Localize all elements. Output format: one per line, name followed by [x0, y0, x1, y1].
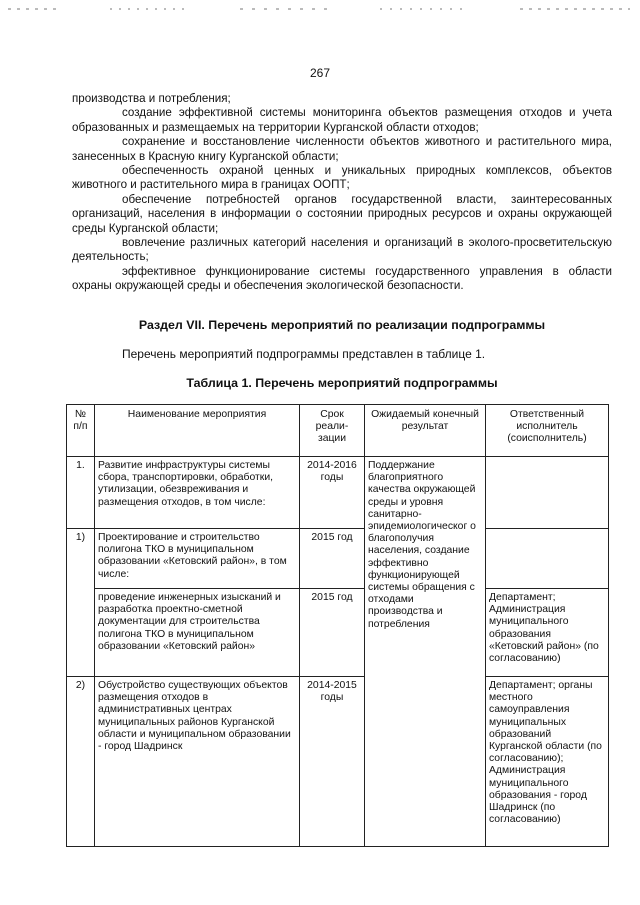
- measures-table: [66, 404, 609, 847]
- paragraph: вовлечение различных категорий населения и организаций в эколого-просветительскую деятельность;: [72, 236, 612, 264]
- cell-term: 2015 год: [300, 529, 365, 589]
- cell-executor: [486, 529, 609, 589]
- cell-name: Развитие инфраструктуры системы сбора, транспортировки, обработки, утилизации, обезвреживания и размещения отходов, в том числе:: [95, 457, 300, 529]
- table-row: [67, 589, 609, 677]
- section-title: Раздел VII. Перечень мероприятий по реализации подпрограммы: [138, 318, 546, 332]
- cell-name: Проектирование и строительство полигона ТКО в муниципальном образовании «Кетовский район», в том числе:: [95, 529, 300, 589]
- table-row: [67, 529, 609, 589]
- paragraph: сохранение и восстановление численности объектов животного и растительного мира, занесенных в Красную книгу Курганской области;: [72, 135, 612, 163]
- paragraph: производства и потребления;: [72, 92, 231, 105]
- scan-edge-marks: [0, 7, 640, 11]
- header-result: Ожидаемый конечный результат: [365, 405, 486, 457]
- cell-term: 2014-2015 годы: [300, 677, 365, 847]
- cell-name: проведение инженерных изысканий и разработка проектно-сметной документации для строительства полигона ТКО в муниципальном образовании «Кетовский район»: [95, 589, 300, 677]
- page-number: 267: [309, 66, 331, 80]
- intro-text: Перечень мероприятий подпрограммы представлен в таблице 1.: [122, 347, 486, 361]
- cell-num: 1): [67, 529, 95, 677]
- cell-name: Обустройство существующих объектов размещения отходов в административных центрах муниципальных районов Курганской области и муниципальном образовании - город Шадринск: [95, 677, 300, 847]
- cell-num: 1.: [67, 457, 95, 529]
- cell-result: Поддержание благоприятного качества окружающей среды и уровня санитарно-эпидемиологическог о благополучия населения, создание эффективно функционирующей системы обращения с отходами производства и потребления: [365, 457, 486, 847]
- cell-executor: Департамент; органы местного самоуправления муниципальных образований Курганской области (по согласованию); Администрация муниципального образования - город Шадринск (по согласованию): [486, 677, 609, 847]
- header-term: Срок реали-зации: [300, 405, 365, 457]
- table-row: [67, 457, 609, 529]
- table-title: Таблица 1. Перечень мероприятий подпрограммы: [186, 376, 498, 390]
- table-header-row: [67, 405, 609, 457]
- paragraph: обеспеченность охраной ценных и уникальных природных комплексов, объектов животного и растительного мира в границах ООПТ;: [72, 164, 612, 192]
- table-row: [67, 677, 609, 847]
- cell-num: 2): [67, 677, 95, 847]
- header-executor: Ответственный исполнитель (соисполнитель): [486, 405, 609, 457]
- cell-executor: [486, 457, 609, 529]
- cell-term: 2014-2016 годы: [300, 457, 365, 529]
- body-text: [72, 92, 612, 294]
- paragraph: создание эффективной системы мониторинга объектов размещения отходов и учета образованных и размещаемых на территории Курганской области отходов;: [72, 106, 612, 134]
- header-num: № п/п: [67, 405, 95, 457]
- cell-executor: Департамент; Администрация муниципального образования «Кетовский район» (по согласованию): [486, 589, 609, 677]
- paragraph: эффективное функционирование системы государственного управления в области охраны окружающей среды и обеспечения экологической безопасности.: [72, 264, 612, 293]
- cell-term: 2015 год: [300, 589, 365, 677]
- paragraph: обеспечение потребностей органов государственной власти, заинтересованных организаций, населения в информации о состоянии природных ресурсов и охраны окружающей среды Курганской области;: [72, 192, 612, 235]
- header-name: Наименование мероприятия: [95, 405, 300, 457]
